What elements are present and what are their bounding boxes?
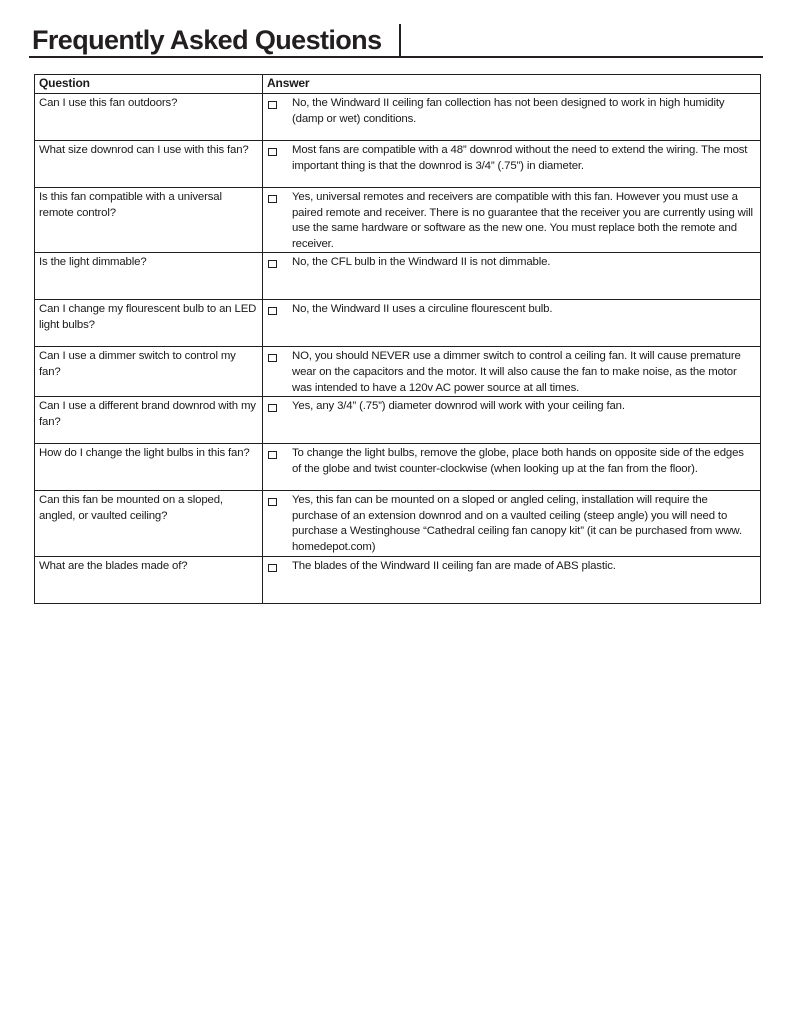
question-cell: What size downrod can I use with this fan? bbox=[35, 141, 263, 188]
question-cell: How do I change the light bulbs in this fan? bbox=[35, 444, 263, 491]
question-cell: What are the blades made of? bbox=[35, 556, 263, 603]
checkbox-icon bbox=[268, 101, 277, 109]
table-row bbox=[35, 94, 761, 141]
answer-content bbox=[267, 399, 755, 415]
answer-content bbox=[267, 143, 755, 174]
title-divider bbox=[399, 24, 401, 56]
answer-cell bbox=[263, 347, 761, 397]
question-cell: Is this fan compatible with a universal remote control? bbox=[35, 188, 263, 253]
answer-content bbox=[267, 493, 755, 555]
answer-cell bbox=[263, 444, 761, 491]
answer-cell bbox=[263, 491, 761, 556]
table-row bbox=[35, 556, 761, 603]
answer-cell bbox=[263, 94, 761, 141]
answer-content bbox=[267, 349, 755, 396]
question-cell: Is the light dimmable? bbox=[35, 253, 263, 300]
checkbox-icon bbox=[268, 404, 277, 412]
answer-text: Yes, this fan can be mounted on a sloped or angled celing, installation will require the purchase of an extension downrod and on a vaulted ceiling (steep angle) you will need to purchase a Westinghouse “Cathedral ceiling fan canopy kit” (it can be purchased from www. homedepot.com) bbox=[292, 494, 742, 553]
table-row bbox=[35, 444, 761, 491]
answer-column-header: Answer bbox=[263, 75, 761, 94]
answer-text: To change the light bulbs, remove the globe, place both hands on opposite side of the edges of the globe and twist counter-clockwise (when looking up at the fan from the floor). bbox=[292, 447, 744, 475]
question-cell: Can this fan be mounted on a sloped, angled, or vaulted ceiling? bbox=[35, 491, 263, 556]
answer-cell bbox=[263, 556, 761, 603]
answer-text: Yes, universal remotes and receivers are compatible with this fan. However you must use a paired remote and receiver. There is no guarantee that the receiver you are currently using will use the same hardware or software as the new one. You must replace both the remote and receiver. bbox=[292, 191, 753, 250]
answer-content bbox=[267, 190, 755, 252]
checkbox-icon bbox=[268, 195, 277, 203]
checkbox-icon bbox=[268, 260, 277, 268]
answer-text: No, the CFL bulb in the Windward II is not dimmable. bbox=[292, 256, 551, 269]
table-row bbox=[35, 300, 761, 347]
answer-content bbox=[267, 559, 755, 575]
table-row bbox=[35, 347, 761, 397]
question-cell: Can I use a dimmer switch to control my fan? bbox=[35, 347, 263, 397]
answer-text: Yes, any 3/4” (.75”) diameter downrod will work with your ceiling fan. bbox=[292, 400, 625, 413]
faq-table-body bbox=[35, 94, 761, 604]
answer-cell bbox=[263, 253, 761, 300]
checkbox-icon bbox=[268, 451, 277, 459]
answer-content bbox=[267, 96, 755, 127]
table-row bbox=[35, 141, 761, 188]
answer-cell bbox=[263, 397, 761, 444]
checkbox-icon bbox=[268, 307, 277, 315]
checkbox-icon bbox=[268, 354, 277, 362]
checkbox-icon bbox=[268, 148, 277, 156]
question-cell: Can I use a different brand downrod with my fan? bbox=[35, 397, 263, 444]
answer-cell bbox=[263, 188, 761, 253]
page-header bbox=[29, 22, 763, 58]
question-cell: Can I use this fan outdoors? bbox=[35, 94, 263, 141]
table-row bbox=[35, 491, 761, 556]
table-header-row bbox=[35, 75, 761, 94]
page-title: Frequently Asked Questions bbox=[32, 25, 382, 55]
answer-text: NO, you should NEVER use a dimmer switch to control a ceiling fan. It will cause premature wear on the capacitors and the motor. It will also cause the fan to make noise, as the motor was intended to have a 120v AC power source at all times. bbox=[292, 350, 741, 394]
answer-text: Most fans are compatible with a 48” downrod without the need to extend the wiring. The most important thing is that the downrod is 3/4” (.75”) in diameter. bbox=[292, 144, 748, 172]
answer-content bbox=[267, 302, 755, 318]
answer-text: The blades of the Windward II ceiling fan are made of ABS plastic. bbox=[292, 559, 616, 572]
table-row bbox=[35, 253, 761, 300]
answer-content bbox=[267, 446, 755, 477]
answer-cell bbox=[263, 141, 761, 188]
answer-content bbox=[267, 255, 755, 271]
table-row bbox=[35, 188, 761, 253]
table-row bbox=[35, 397, 761, 444]
question-cell: Can I change my flourescent bulb to an LED light bulbs? bbox=[35, 300, 263, 347]
answer-text: No, the Windward II ceiling fan collection has not been designed to work in high humidity (damp or wet) conditions. bbox=[292, 97, 725, 125]
question-column-header: Question bbox=[35, 75, 263, 94]
answer-text: No, the Windward II uses a circuline flourescent bulb. bbox=[292, 303, 553, 316]
answer-cell bbox=[263, 300, 761, 347]
checkbox-icon bbox=[268, 564, 277, 572]
faq-table bbox=[34, 74, 761, 604]
checkbox-icon bbox=[268, 498, 277, 506]
